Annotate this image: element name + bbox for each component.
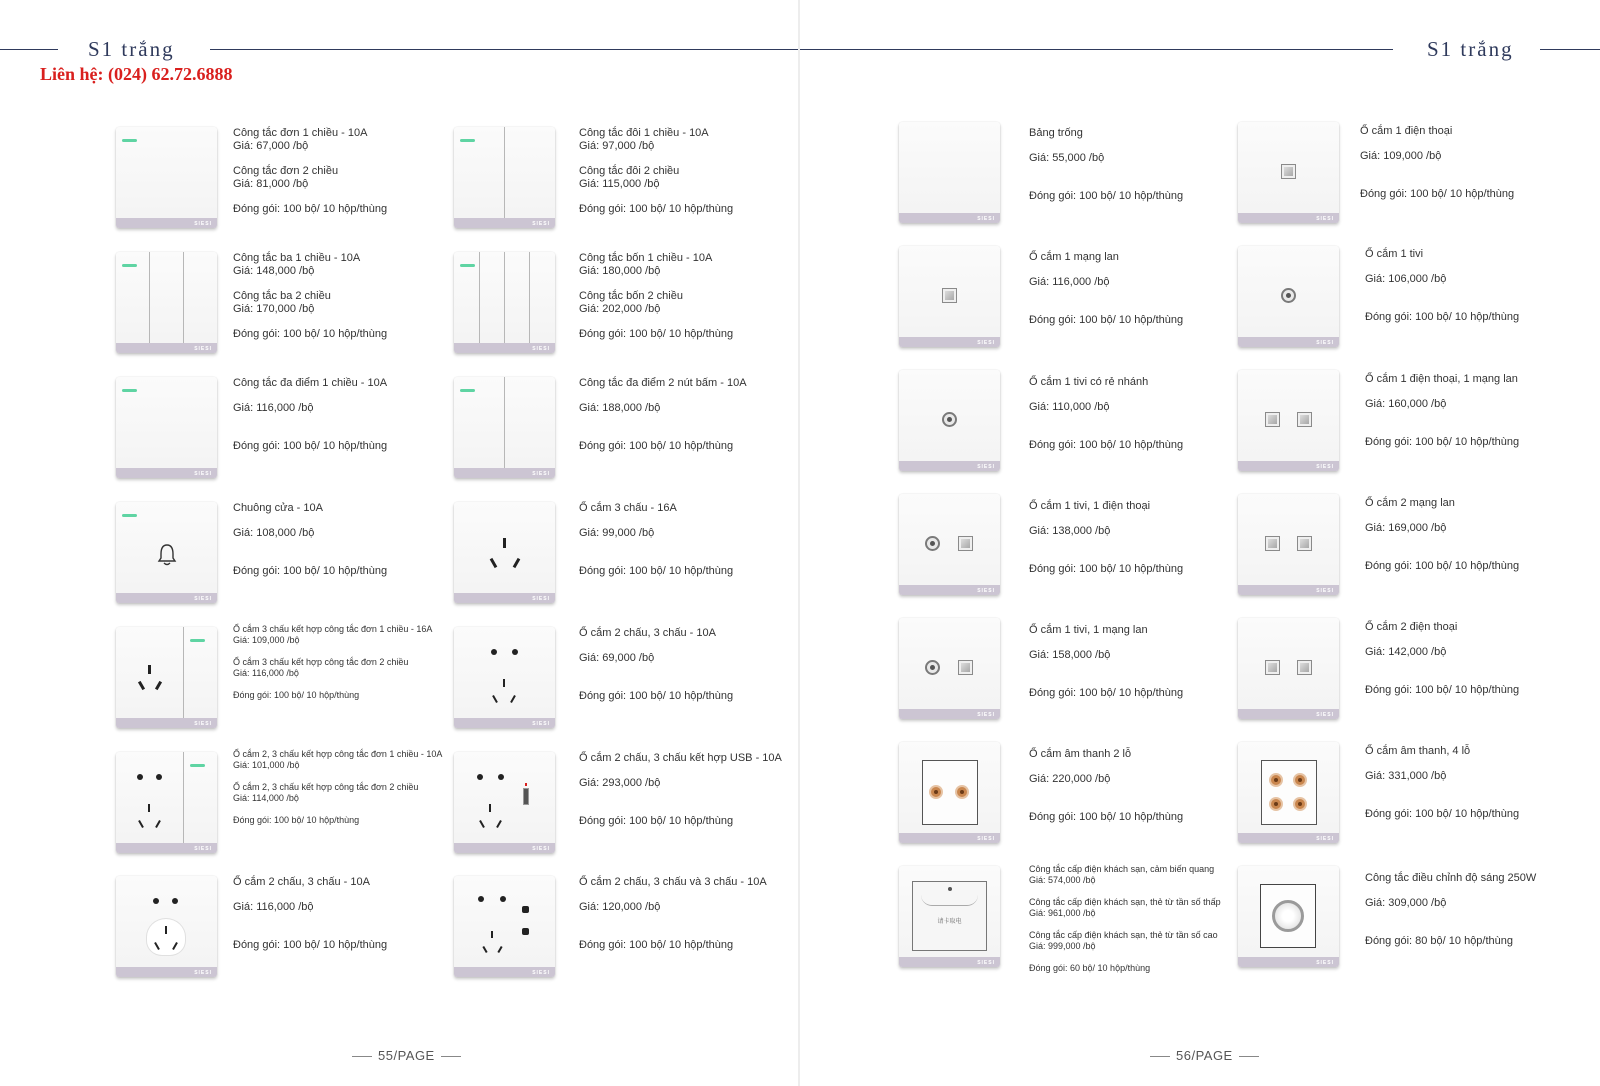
product-description (579, 252, 809, 341)
product-name: Ổ cắm 1 tivi, 1 điện thoại (1029, 500, 1151, 512)
phone-lan-socket-image (1238, 370, 1339, 471)
combo-socket-image (116, 876, 217, 977)
product-price: Giá: 81,000 /bộ (233, 178, 309, 190)
lan-socket-image (899, 246, 1000, 347)
lan-port-icon (1297, 536, 1312, 551)
product-name: Ổ cắm 1 tivi có rẻ nhánh (1029, 376, 1149, 388)
brand-mark: SIESI (532, 970, 550, 976)
brand-mark: SIESI (194, 970, 212, 976)
brand-mark: SIESI (977, 712, 995, 718)
left-page (0, 0, 798, 1086)
product-price: Giá: 160,000 /bộ (1365, 398, 1447, 410)
double-phone-socket-image (1238, 618, 1339, 719)
packaging-info: Đóng gói: 100 bộ/ 10 hộp/thùng (579, 440, 734, 452)
brand-mark: SIESI (532, 846, 550, 852)
packaging-info: Đóng gói: 100 bộ/ 10 hộp/thùng (1365, 684, 1520, 696)
usb-socket-image (454, 752, 555, 853)
product-description (1029, 500, 1259, 576)
page-number: 55/PAGE (378, 1048, 435, 1063)
brand-mark: SIESI (1316, 836, 1334, 842)
product-description (579, 502, 809, 578)
header-rule (210, 49, 798, 50)
phone-port-icon (1281, 164, 1296, 179)
packaging-info: Đóng gói: 100 bộ/ 10 hộp/thùng (579, 690, 734, 702)
brand-mark: SIESI (532, 596, 550, 602)
product-name: Ổ cắm 2 chấu, 3 chấu kết hợp USB - 10A (579, 752, 782, 764)
product-name: Công tắc ba 1 chiều - 10A (233, 252, 361, 264)
universal-socket-with-switch-image (116, 752, 217, 853)
product-name: Công tắc điều chỉnh độ sáng 250W (1365, 872, 1537, 884)
product-description (233, 377, 463, 453)
product-description (1365, 248, 1595, 324)
indicator-led (190, 764, 205, 767)
tv-phone-socket-image (899, 494, 1000, 595)
product-name: Công tắc ba 2 chiều (233, 290, 331, 302)
page-footer (346, 1048, 467, 1063)
product-name: Ổ cắm 3 chấu kết hợp công tắc đơn 1 chiều - 16A (233, 624, 433, 634)
product-price: Giá: 999,000 /bộ (1029, 941, 1096, 951)
packaging-info: Đóng gói: 100 bộ/ 10 hộp/thùng (233, 565, 388, 577)
packaging-info: Đóng gói: 100 bộ/ 10 hộp/thùng (1029, 563, 1184, 575)
brand-mark: SIESI (977, 340, 995, 346)
packaging-info: Đóng gói: 100 bộ/ 10 hộp/thùng (1365, 808, 1520, 820)
packaging-info: Đóng gói: 100 bộ/ 10 hộp/thùng (579, 328, 734, 340)
product-price: Giá: 180,000 /bộ (579, 265, 661, 277)
tv-port-icon (942, 412, 957, 427)
product-name: Công tắc đa điểm 1 chiều - 10A (233, 377, 388, 389)
brand-mark: SIESI (1316, 216, 1334, 222)
product-price: Giá: 115,000 /bộ (579, 178, 660, 190)
product-description (1365, 872, 1600, 948)
packaging-info: Đóng gói: 100 bộ/ 10 hộp/thùng (233, 690, 360, 700)
product-description (579, 627, 809, 703)
phone-port-icon (1265, 412, 1280, 427)
packaging-info: Đóng gói: 100 bộ/ 10 hộp/thùng (1365, 311, 1520, 323)
product-price: Giá: 69,000 /bộ (579, 652, 655, 664)
lan-port-icon (1297, 412, 1312, 427)
product-name: Ổ cắm 2 điện thoại (1365, 621, 1458, 633)
usb-indicator (525, 783, 527, 786)
product-description (579, 127, 809, 216)
contact-line: Liên hệ: (024) 62.72.6888 (40, 64, 233, 84)
product-price: Giá: 331,000 /bộ (1365, 770, 1447, 782)
packaging-info: Đóng gói: 100 bộ/ 10 hộp/thùng (233, 328, 388, 340)
packaging-info: Đóng gói: 100 bộ/ 10 hộp/thùng (233, 939, 388, 951)
audio-jack-icon (955, 785, 969, 799)
product-name: Ổ cắm 2, 3 chấu kết hợp công tắc đơn 2 chiều (233, 782, 419, 792)
product-price: Giá: 116,000 /bộ (1029, 276, 1110, 288)
usb-port-icon (523, 788, 529, 805)
product-price: Giá: 116,000 /bộ (233, 402, 314, 414)
lan-port-icon (1265, 536, 1280, 551)
product-price: Giá: 138,000 /bộ (1029, 525, 1111, 537)
packaging-info: Đóng gói: 100 bộ/ 10 hộp/thùng (579, 939, 734, 951)
product-description (233, 127, 463, 216)
brand-mark: SIESI (532, 221, 550, 227)
product-description (1365, 497, 1595, 573)
product-description (233, 502, 463, 578)
audio-jack-icon (1269, 797, 1283, 811)
indicator-led (122, 264, 137, 267)
product-price: Giá: 109,000 /bộ (233, 635, 300, 645)
audio-4-socket-image (1238, 742, 1339, 843)
product-price: Giá: 101,000 /bộ (233, 760, 300, 770)
tv-port-icon (925, 660, 940, 675)
brand-mark: SIESI (194, 846, 212, 852)
product-price: Giá: 142,000 /bộ (1365, 646, 1447, 658)
brand-mark: SIESI (977, 464, 995, 470)
tv-branch-socket-image (899, 370, 1000, 471)
product-price: Giá: 309,000 /bộ (1365, 897, 1447, 909)
phone-port-icon (958, 536, 973, 551)
product-price: Giá: 158,000 /bộ (1029, 649, 1111, 661)
brand-mark: SIESI (532, 721, 550, 727)
audio-jack-icon (1293, 773, 1307, 787)
hotel-key-card-switch-image (899, 866, 1000, 967)
packaging-info: Đóng gói: 100 bộ/ 10 hộp/thùng (1365, 436, 1520, 448)
audio-jack-icon (1269, 773, 1283, 787)
product-name: Ổ cắm 1 điện thoại, 1 mạng lan (1365, 373, 1518, 385)
product-name: Công tắc đa điểm 2 nút bấm - 10A (579, 377, 747, 389)
double-lan-socket-image (1238, 494, 1339, 595)
product-description (1365, 621, 1595, 697)
card-panel-label: 请卡取电 (937, 919, 962, 925)
audio-plate (1261, 760, 1317, 825)
product-name: Công tắc đơn 1 chiều - 10A (233, 127, 368, 139)
doorbell-switch-image (116, 502, 217, 603)
product-price: Giá: 116,000 /bộ (233, 901, 314, 913)
lan-port-icon (958, 660, 973, 675)
lan-port-icon (942, 288, 957, 303)
page-number: 56/PAGE (1176, 1048, 1233, 1063)
three-pin-socket-image (454, 502, 555, 603)
brand-mark: SIESI (1316, 340, 1334, 346)
product-description (1029, 864, 1249, 974)
product-price: Giá: 148,000 /bộ (233, 265, 315, 277)
product-name: Công tắc đơn 2 chiều (233, 165, 339, 177)
series-title: S1 trắng (1427, 37, 1514, 61)
page-footer (1144, 1048, 1265, 1063)
product-name: Ổ cắm 1 tivi, 1 mạng lan (1029, 624, 1148, 636)
audio-jack-icon (929, 785, 943, 799)
indicator-led (460, 139, 475, 142)
product-price: Giá: 108,000 /bộ (233, 527, 315, 539)
packaging-info: Đóng gói: 100 bộ/ 10 hộp/thùng (233, 440, 388, 452)
product-name: Công tắc cấp điện khách sạn, cảm biến quang (1029, 864, 1215, 874)
product-name: Chuông cửa - 10A (233, 502, 323, 514)
packaging-info: Đóng gói: 100 bộ/ 10 hộp/thùng (1365, 560, 1520, 572)
brand-mark: SIESI (194, 721, 212, 727)
product-name: Ổ cắm 1 điện thoại (1360, 125, 1453, 137)
multipoint-switch-image (116, 377, 217, 478)
brand-mark: SIESI (977, 588, 995, 594)
packaging-info: Đóng gói: 100 bộ/ 10 hộp/thùng (579, 815, 734, 827)
dimmer-knob-icon (1272, 900, 1304, 932)
product-name: Ổ cắm 2 mạng lan (1365, 497, 1455, 509)
packaging-info: Đóng gói: 100 bộ/ 10 hộp/thùng (1360, 188, 1515, 200)
phone-port-icon (1265, 660, 1280, 675)
blank-plate-image (899, 122, 1000, 223)
header-rule (0, 49, 58, 50)
header-rule (1540, 49, 1600, 50)
product-price: Giá: 169,000 /bộ (1365, 522, 1447, 534)
multipoint-double-switch-image (454, 377, 555, 478)
product-name: Ổ cắm 2, 3 chấu kết hợp công tắc đơn 1 chiều - 10A (233, 749, 443, 759)
product-description (1029, 376, 1259, 452)
indicator-led (460, 264, 475, 267)
dimmer-plate (1260, 884, 1316, 948)
brand-mark: SIESI (194, 471, 212, 477)
product-name: Ổ cắm 3 chấu kết hợp công tắc đơn 2 chiều (233, 657, 409, 667)
product-price: Giá: 116,000 /bộ (233, 668, 299, 678)
product-price: Giá: 961,000 /bộ (1029, 908, 1096, 918)
brand-mark: SIESI (1316, 960, 1334, 966)
product-name: Ổ cắm âm thanh 2 lỗ (1029, 748, 1132, 760)
five-hole-socket-image (454, 876, 555, 977)
brand-mark: SIESI (194, 346, 212, 352)
socket-with-switch-image (116, 627, 217, 728)
indicator-led (122, 514, 137, 517)
product-price: Giá: 170,000 /bộ (233, 303, 315, 315)
product-price: Giá: 109,000 /bộ (1360, 150, 1442, 162)
product-description (1365, 745, 1595, 821)
packaging-info: Đóng gói: 100 bộ/ 10 hộp/thùng (1029, 439, 1184, 451)
single-switch-image (116, 127, 217, 228)
product-description (1029, 624, 1259, 700)
quad-switch-image (454, 252, 555, 353)
packaging-info: Đóng gói: 100 bộ/ 10 hộp/thùng (233, 203, 388, 215)
brand-mark: SIESI (194, 596, 212, 602)
triple-switch-image (116, 252, 217, 353)
packaging-info: Đóng gói: 100 bộ/ 10 hộp/thùng (579, 203, 734, 215)
product-name: Bảng trống (1029, 127, 1083, 139)
tv-socket-image (1238, 246, 1339, 347)
brand-mark: SIESI (194, 221, 212, 227)
brand-mark: SIESI (1316, 712, 1334, 718)
series-title: S1 trắng (88, 37, 175, 61)
product-description (1365, 373, 1595, 449)
product-description (579, 377, 809, 453)
brand-mark: SIESI (977, 216, 995, 222)
tv-port-icon (925, 536, 940, 551)
product-price: Giá: 55,000 /bộ (1029, 152, 1105, 164)
product-name: Ổ cắm 2 chấu, 3 chấu - 10A (233, 876, 370, 888)
product-name: Công tắc cấp điện khách sạn, thẻ từ tần số thấp (1029, 897, 1221, 907)
product-price: Giá: 106,000 /bộ (1365, 273, 1447, 285)
product-price: Giá: 67,000 /bộ (233, 140, 309, 152)
product-price: Giá: 188,000 /bộ (579, 402, 661, 414)
packaging-info: Đóng gói: 100 bộ/ 10 hộp/thùng (579, 565, 734, 577)
product-name: Ổ cắm 2 chấu, 3 chấu - 10A (579, 627, 716, 639)
product-description (579, 876, 809, 952)
tv-port-icon (1281, 288, 1296, 303)
brand-mark: SIESI (1316, 464, 1334, 470)
brand-mark: SIESI (977, 836, 995, 842)
product-name: Công tắc bốn 1 chiều - 10A (579, 252, 713, 264)
phone-socket-image (1238, 122, 1339, 223)
product-description (1029, 127, 1259, 203)
phone-port-icon (1297, 660, 1312, 675)
product-price: Giá: 110,000 /bộ (1029, 401, 1110, 413)
product-price: Giá: 293,000 /bộ (579, 777, 661, 789)
packaging-info: Đóng gói: 100 bộ/ 10 hộp/thùng (233, 815, 360, 825)
brand-mark: SIESI (532, 346, 550, 352)
product-price: Giá: 574,000 /bộ (1029, 875, 1096, 885)
header-rule (800, 49, 1393, 50)
audio-jack-icon (1293, 797, 1307, 811)
product-name: Ổ cắm 1 mạng lan (1029, 251, 1119, 263)
product-price: Giá: 220,000 /bộ (1029, 773, 1111, 785)
product-description (1029, 251, 1259, 327)
dimmer-switch-image (1238, 866, 1339, 967)
packaging-info: Đóng gói: 100 bộ/ 10 hộp/thùng (1029, 190, 1184, 202)
product-price: Giá: 97,000 /bộ (579, 140, 655, 152)
packaging-info: Đóng gói: 100 bộ/ 10 hộp/thùng (1029, 687, 1184, 699)
product-description (233, 252, 463, 341)
indicator-led (122, 389, 137, 392)
product-price: Giá: 99,000 /bộ (579, 527, 655, 539)
brand-mark: SIESI (977, 960, 995, 966)
double-switch-image (454, 127, 555, 228)
indicator-led (122, 139, 137, 142)
packaging-info: Đóng gói: 60 bộ/ 10 hộp/thùng (1029, 963, 1151, 973)
product-name: Công tắc đôi 1 chiều - 10A (579, 127, 709, 139)
tv-lan-socket-image (899, 618, 1000, 719)
product-description (233, 749, 463, 826)
product-description (579, 752, 819, 828)
product-price: Giá: 114,000 /bộ (233, 793, 299, 803)
product-description (1029, 748, 1259, 824)
packaging-info: Đóng gói: 100 bộ/ 10 hộp/thùng (1029, 314, 1184, 326)
product-name: Ổ cắm âm thanh, 4 lỗ (1365, 745, 1471, 757)
product-name: Công tắc bốn 2 chiều (579, 290, 683, 302)
product-name: Công tắc cấp điện khách sạn, thẻ từ tần số cao (1029, 930, 1218, 940)
product-name: Ổ cắm 1 tivi (1365, 248, 1424, 260)
product-description (233, 876, 463, 952)
indicator-led (460, 389, 475, 392)
product-name: Công tắc đôi 2 chiều (579, 165, 680, 177)
product-price: Giá: 120,000 /bộ (579, 901, 661, 913)
card-panel (912, 881, 987, 951)
brand-mark: SIESI (532, 471, 550, 477)
product-name: Ổ cắm 2 chấu, 3 chấu và 3 chấu - 10A (579, 876, 767, 888)
right-page (800, 0, 1600, 1086)
audio-2-socket-image (899, 742, 1000, 843)
two-three-pin-socket-image (454, 627, 555, 728)
brand-mark: SIESI (1316, 588, 1334, 594)
packaging-info: Đóng gói: 80 bộ/ 10 hộp/thùng (1365, 935, 1514, 947)
indicator-led (190, 639, 205, 642)
audio-plate (922, 760, 978, 825)
packaging-info: Đóng gói: 100 bộ/ 10 hộp/thùng (1029, 811, 1184, 823)
product-name: Ổ cắm 3 chấu - 16A (579, 502, 677, 514)
bell-icon (156, 542, 178, 568)
product-description (1360, 125, 1590, 201)
product-description (233, 624, 463, 701)
product-price: Giá: 202,000 /bộ (579, 303, 661, 315)
